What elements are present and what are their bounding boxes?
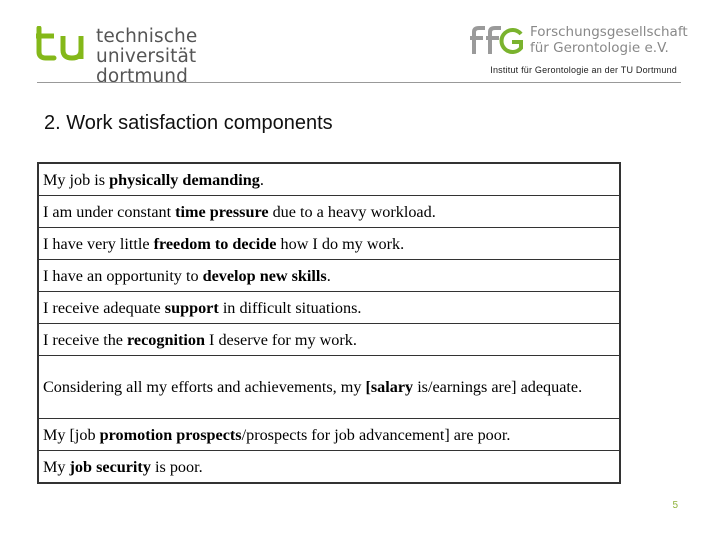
item-text: I am under constant <box>43 202 176 221</box>
header-divider <box>37 82 681 83</box>
ffg-logo <box>470 24 700 64</box>
item-keyword: promotion prospects <box>99 425 242 444</box>
table-cell <box>38 451 620 484</box>
item-text: is poor. <box>150 457 203 476</box>
slide-title: 2. Work satisfaction components <box>44 112 333 134</box>
tu-logo-line2: dortmund <box>96 66 188 87</box>
tu-logo-mark-icon <box>36 26 92 62</box>
item-text: I deserve for my work. <box>204 330 357 349</box>
components-table <box>37 162 621 484</box>
item-text: My [job <box>43 425 100 444</box>
ffg-logo-mark-icon <box>470 26 524 56</box>
table-cell <box>38 324 620 356</box>
item-text: is/earnings are] adequate. <box>413 378 583 396</box>
item-text: My job is <box>43 170 110 189</box>
table-row <box>38 196 620 228</box>
table-cell <box>38 228 620 260</box>
tu-dortmund-logo <box>36 24 286 87</box>
item-text: /prospects for job advancement] are poor. <box>241 425 511 444</box>
item-text: due to a heavy workload. <box>268 202 436 221</box>
ffg-logo-line1: Forschungsgesellschaft <box>530 24 688 40</box>
item-text: I have very little <box>43 234 154 253</box>
table-row <box>38 163 620 196</box>
ffg-logo-line2: für Gerontologie e.V. <box>530 39 669 56</box>
table-cell <box>38 196 620 228</box>
item-text: . <box>326 266 331 285</box>
table-cell <box>38 163 620 196</box>
item-text: Considering all my efforts and achievements, my <box>43 378 366 396</box>
page-number: 5 <box>672 500 678 511</box>
item-keyword: physically demanding <box>109 170 260 189</box>
item-text: I receive adequate <box>43 298 165 317</box>
item-text: My <box>43 457 70 476</box>
table-row <box>38 260 620 292</box>
item-keyword: freedom to decide <box>153 234 277 253</box>
tu-logo-line1: technische universität <box>96 26 198 67</box>
table-row <box>38 292 620 324</box>
item-keyword: recognition <box>127 330 205 349</box>
item-text: . <box>259 170 264 189</box>
item-keyword: time pressure <box>175 202 269 221</box>
table-cell <box>38 419 620 451</box>
table-row <box>38 228 620 260</box>
item-keyword: develop new skills <box>202 266 327 285</box>
institute-label: Institut für Gerontologie an der TU Dortmund <box>490 65 677 75</box>
table-row <box>38 356 620 419</box>
item-text: I receive the <box>43 330 128 349</box>
table-row <box>38 451 620 484</box>
table-cell <box>38 260 620 292</box>
table-row <box>38 324 620 356</box>
item-text: I have an opportunity to <box>43 266 203 285</box>
table-cell <box>38 292 620 324</box>
item-text: how I do my work. <box>276 234 405 253</box>
item-keyword: [salary <box>365 378 414 396</box>
table-row <box>38 419 620 451</box>
item-keyword: job security <box>69 457 151 476</box>
item-text: in difficult situations. <box>218 298 362 317</box>
item-keyword: support <box>164 298 219 317</box>
table-cell <box>38 356 620 419</box>
